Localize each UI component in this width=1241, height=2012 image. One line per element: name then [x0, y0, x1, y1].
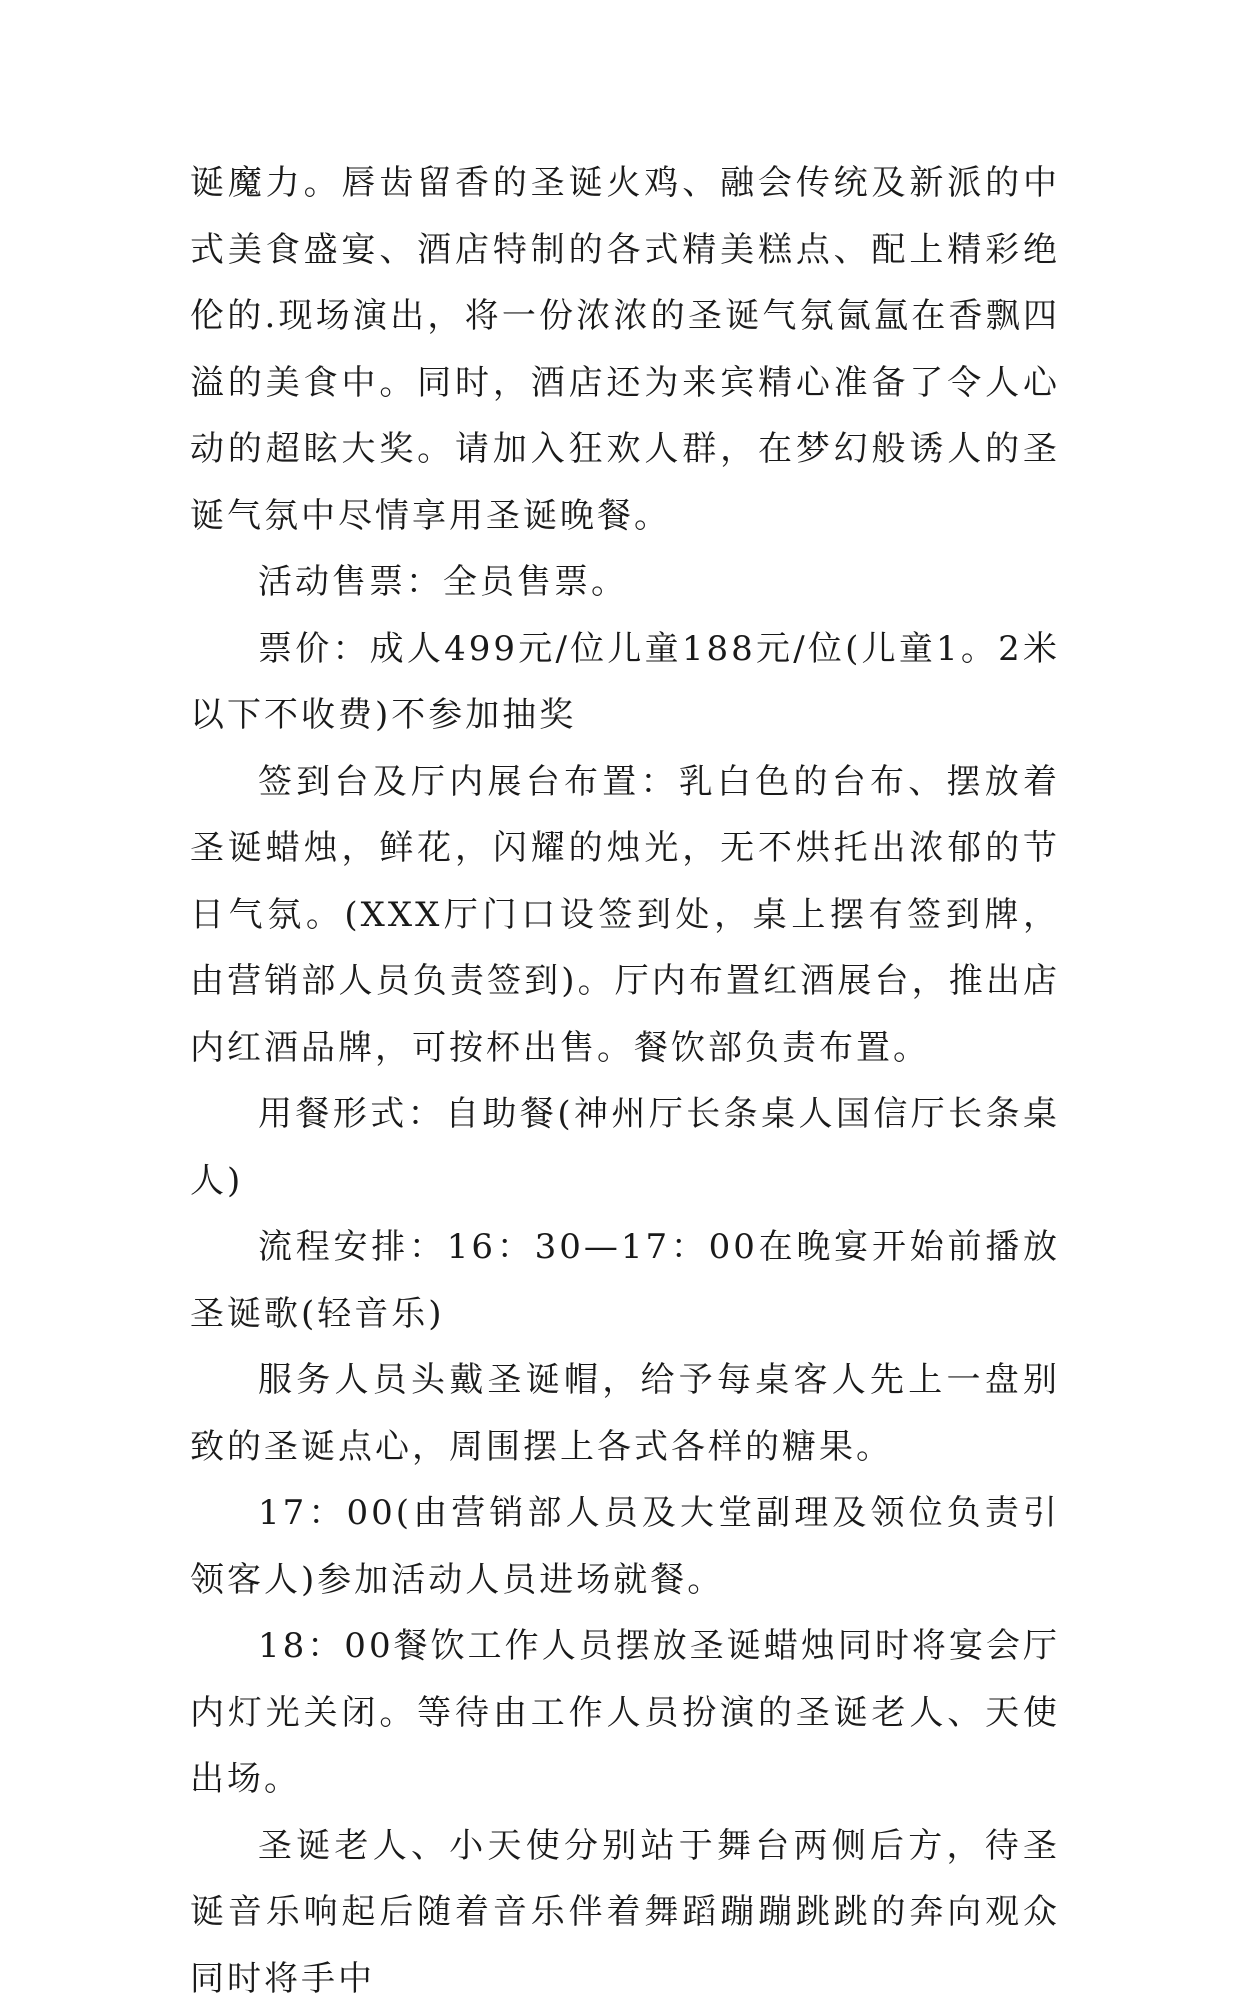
paragraph-dining-format: 用餐形式：自助餐(神州厅长条桌人国信厅长条桌人) — [190, 1081, 1060, 1214]
paragraph-1700: 17：00(由营销部人员及大堂副理及领位负责引领客人)参加活动人员进场就餐。 — [190, 1480, 1060, 1613]
paragraph-ticket-price: 票价：成人499元/位儿童188元/位(儿童1。2米以下不收费)不参加抽奖 — [190, 616, 1060, 749]
paragraph-service-staff: 服务人员头戴圣诞帽，给予每桌客人先上一盘别致的圣诞点心，周围摆上各式各样的糖果。 — [190, 1347, 1060, 1480]
paragraph-ticket-sales: 活动售票：全员售票。 — [190, 549, 1060, 616]
paragraph-intro-continuation: 诞魔力。唇齿留香的圣诞火鸡、融会传统及新派的中式美食盛宴、酒店特制的各式精美糕点、配上精彩绝伦的.现场演出，将一份浓浓的圣诞气氛氤氲在香飘四溢的美食中。同时，酒店还为来宾精心准备了令人心动的超眩大奖。请加入狂欢人群，在梦幻般诱人的圣诞气氛中尽情享用圣诞晚餐。 — [190, 150, 1060, 549]
paragraph-signin-setup: 签到台及厅内展台布置：乳白色的台布、摆放着圣诞蜡烛，鲜花，闪耀的烛光，无不烘托出浓郁的节日气氛。(XXX厅门口设签到处，桌上摆有签到牌，由营销部人员负责签到)。厅内布置红酒展台，推出店内红酒品牌，可按杯出售。餐饮部负责布置。 — [190, 749, 1060, 1082]
paragraph-1800: 18：00餐饮工作人员摆放圣诞蜡烛同时将宴会厅内灯光关闭。等待由工作人员扮演的圣诞老人、天使出场。 — [190, 1613, 1060, 1813]
document-body — [190, 150, 1060, 2012]
paragraph-santa-entrance: 圣诞老人、小天使分别站于舞台两侧后方，待圣诞音乐响起后随着音乐伴着舞蹈蹦蹦跳跳的奔向观众同时将手中 — [190, 1813, 1060, 2012]
paragraph-schedule: 流程安排：16：30—17：00在晚宴开始前播放圣诞歌(轻音乐) — [190, 1214, 1060, 1347]
